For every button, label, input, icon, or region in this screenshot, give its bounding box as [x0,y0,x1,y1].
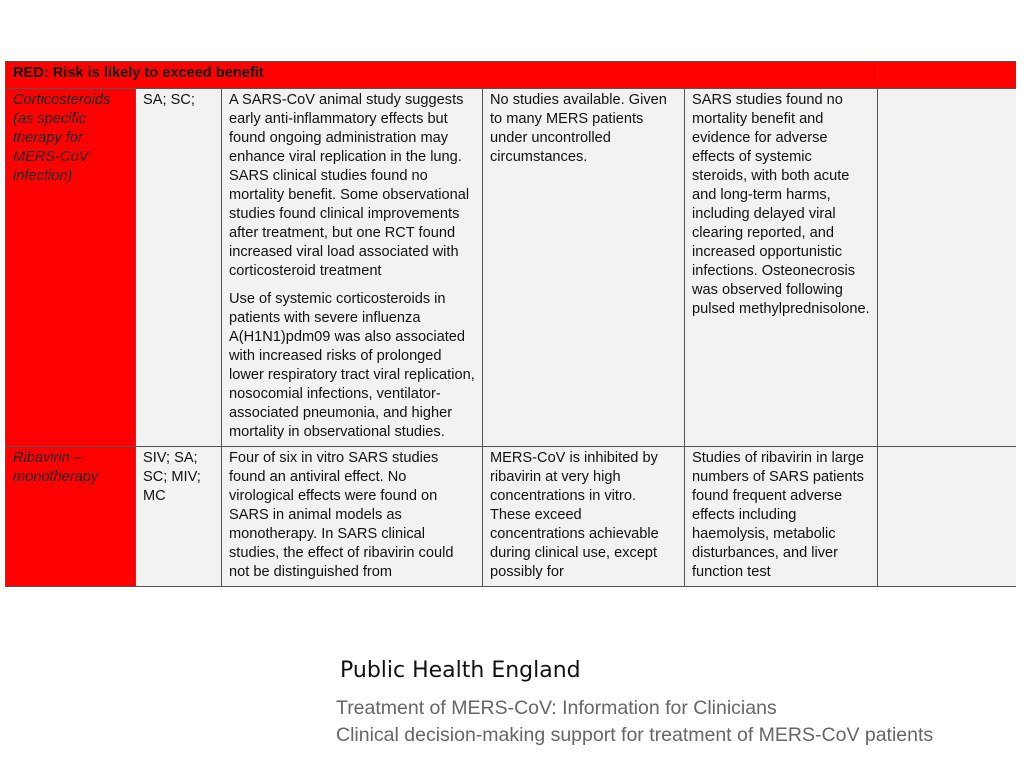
caption-title: Public Health England [340,658,581,683]
safety-cell: SARS studies found no mortality benefit and evidence for adverse effects of systemic steroids, with both acute and long-term harms, including delayed viral clearing reported, and increased opportunistic infections. Osteonecrosis was observed following pulsed methylprednisolone. [685,89,878,447]
guidance-table-container [5,61,1016,641]
evidence-codes-cell: SIV; SA; SC; MIV; MC [136,447,222,587]
blank-cell [878,89,1017,447]
header-blank-cell [878,62,1017,89]
safety-cell: Studies of ribavirin in large numbers of SARS patients found frequent adverse effects including haemolysis, metabolic disturbances, and liver function test [685,447,878,587]
mers-evidence-cell: No studies available. Given to many MERS patients under uncontrolled circumstances. [483,89,685,447]
caption-line-1: Treatment of MERS-CoV: Information for Clinicians [336,697,777,719]
sars-evidence-cell [222,89,483,447]
influenza-evidence-paragraph: Use of systemic corticosteroids in patients with severe influenza A(H1N1)pdm09 was also associated with increased risks of prolonged lower respiratory tract viral replication, nosocomial infections, ventilator-associated pneumonia, and higher mortality in observational studies. [229,291,475,440]
blank-cell [878,447,1017,587]
drug-name-cell: Corticosteroids (as specific therapy for MERS-CoV infection) [6,89,136,447]
drug-name-cell: Ribavirin – monotherapy [6,447,136,587]
guidance-table [5,61,1016,587]
table-row [6,89,1017,447]
evidence-codes-cell: SA; SC; [136,89,222,447]
table-header-row [6,62,1017,89]
sars-evidence-paragraph: A SARS-CoV animal study suggests early anti-inflammatory effects but found ongoing administration may enhance viral replication in the lung. SARS clinical studies found no mortality benefit. Some observational studies found clinical improvements after treatment, but one RCT found increased viral load associated with corticosteroid treatment [229,92,470,279]
risk-header: RED: Risk is likely to exceed benefit [6,62,878,89]
sars-evidence-cell: Four of six in vitro SARS studies found an antiviral effect. No virological effects were found on SARS in animal models as monotherapy. In SARS clinical studies, the effect of ribavirin could not be distinguished from [222,447,483,587]
mers-evidence-cell: MERS-CoV is inhibited by ribavirin at very high concentrations in vitro. These exceed concentrations achievable during clinical use, except possibly for [483,447,685,587]
table-row [6,447,1017,587]
caption-line-2: Clinical decision-making support for treatment of MERS-CoV patients [336,724,934,746]
caption-subtitle [336,695,933,749]
